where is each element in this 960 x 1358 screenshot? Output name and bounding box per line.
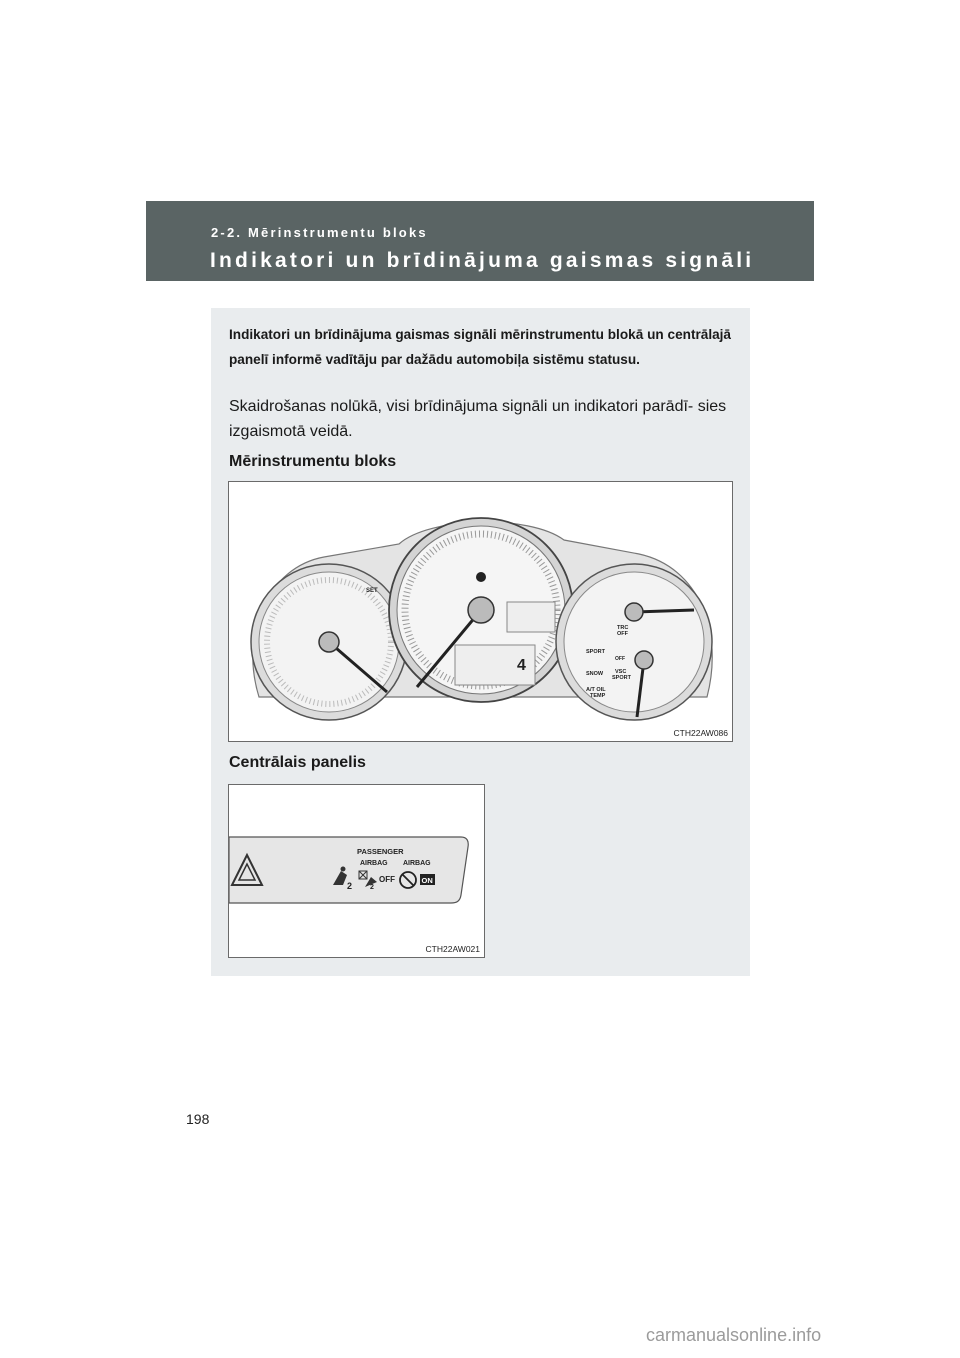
note-paragraph: Skaidrošanas nolūkā, visi brīdinājuma signāli un indikatori parādī- sies izgaismotā veidā. xyxy=(229,398,727,440)
meter-heading: Mērinstrumentu bloks xyxy=(229,453,397,470)
center-panel-figure xyxy=(228,784,485,958)
content-box xyxy=(211,308,750,976)
speedometer-gauge xyxy=(389,518,573,702)
section-label: 2-2. Mērinstrumentu bloks xyxy=(211,225,428,240)
trc-off-indicator-line2: OFF xyxy=(617,631,628,637)
at-oil-temp-indicator-line2: TEMP xyxy=(590,693,606,699)
page-number: 198 xyxy=(186,1111,210,1127)
at-oil-temp-indicator-line1: A/T OIL xyxy=(586,687,606,693)
figure-code: CTH22AW021 xyxy=(425,944,480,954)
instrument-cluster-drawing xyxy=(229,482,733,742)
center-panel-heading: Centrālais panelis xyxy=(229,754,366,771)
sport-indicator: SPORT xyxy=(586,649,605,655)
instrument-cluster-figure xyxy=(228,481,733,742)
tachometer-gauge xyxy=(251,564,407,720)
passenger-label: PASSENGER xyxy=(357,847,404,856)
center-panel-drawing xyxy=(229,785,485,958)
snow-indicator: SNOW xyxy=(586,671,604,677)
gear-indicator: 4 xyxy=(517,657,526,674)
on-label: ON xyxy=(421,876,433,885)
set-indicator: SET xyxy=(366,588,378,594)
trc-off-indicator-line1: TRC xyxy=(617,625,629,631)
fuel-temp-gauge xyxy=(556,564,712,720)
vsc-sport-indicator-line1: VSC xyxy=(615,669,627,675)
watermark: carmanualsonline.info xyxy=(646,1325,822,1345)
off-label: OFF xyxy=(379,875,395,884)
number-2-label: 2 xyxy=(347,881,353,891)
vsc-sport-indicator-line2: SPORT xyxy=(612,675,631,681)
number-2-label-second: 2 xyxy=(370,884,374,891)
slip-off-indicator: OFF xyxy=(615,656,625,662)
section-header xyxy=(146,201,814,281)
airbag-off-label: AIRBAG xyxy=(360,860,388,867)
figure-code: CTH22AW086 xyxy=(673,728,728,738)
intro-paragraph: Indikatori un brīdinājuma gaismas signāli mērinstrumentu blokā un centrālajā panelī informē vadītāju par dažādu automobiļa sistēmu statusu. xyxy=(229,327,731,367)
airbag-on-label: AIRBAG xyxy=(403,860,431,867)
page-title: Indikatori un brīdinājuma gaismas signāli xyxy=(210,249,755,272)
